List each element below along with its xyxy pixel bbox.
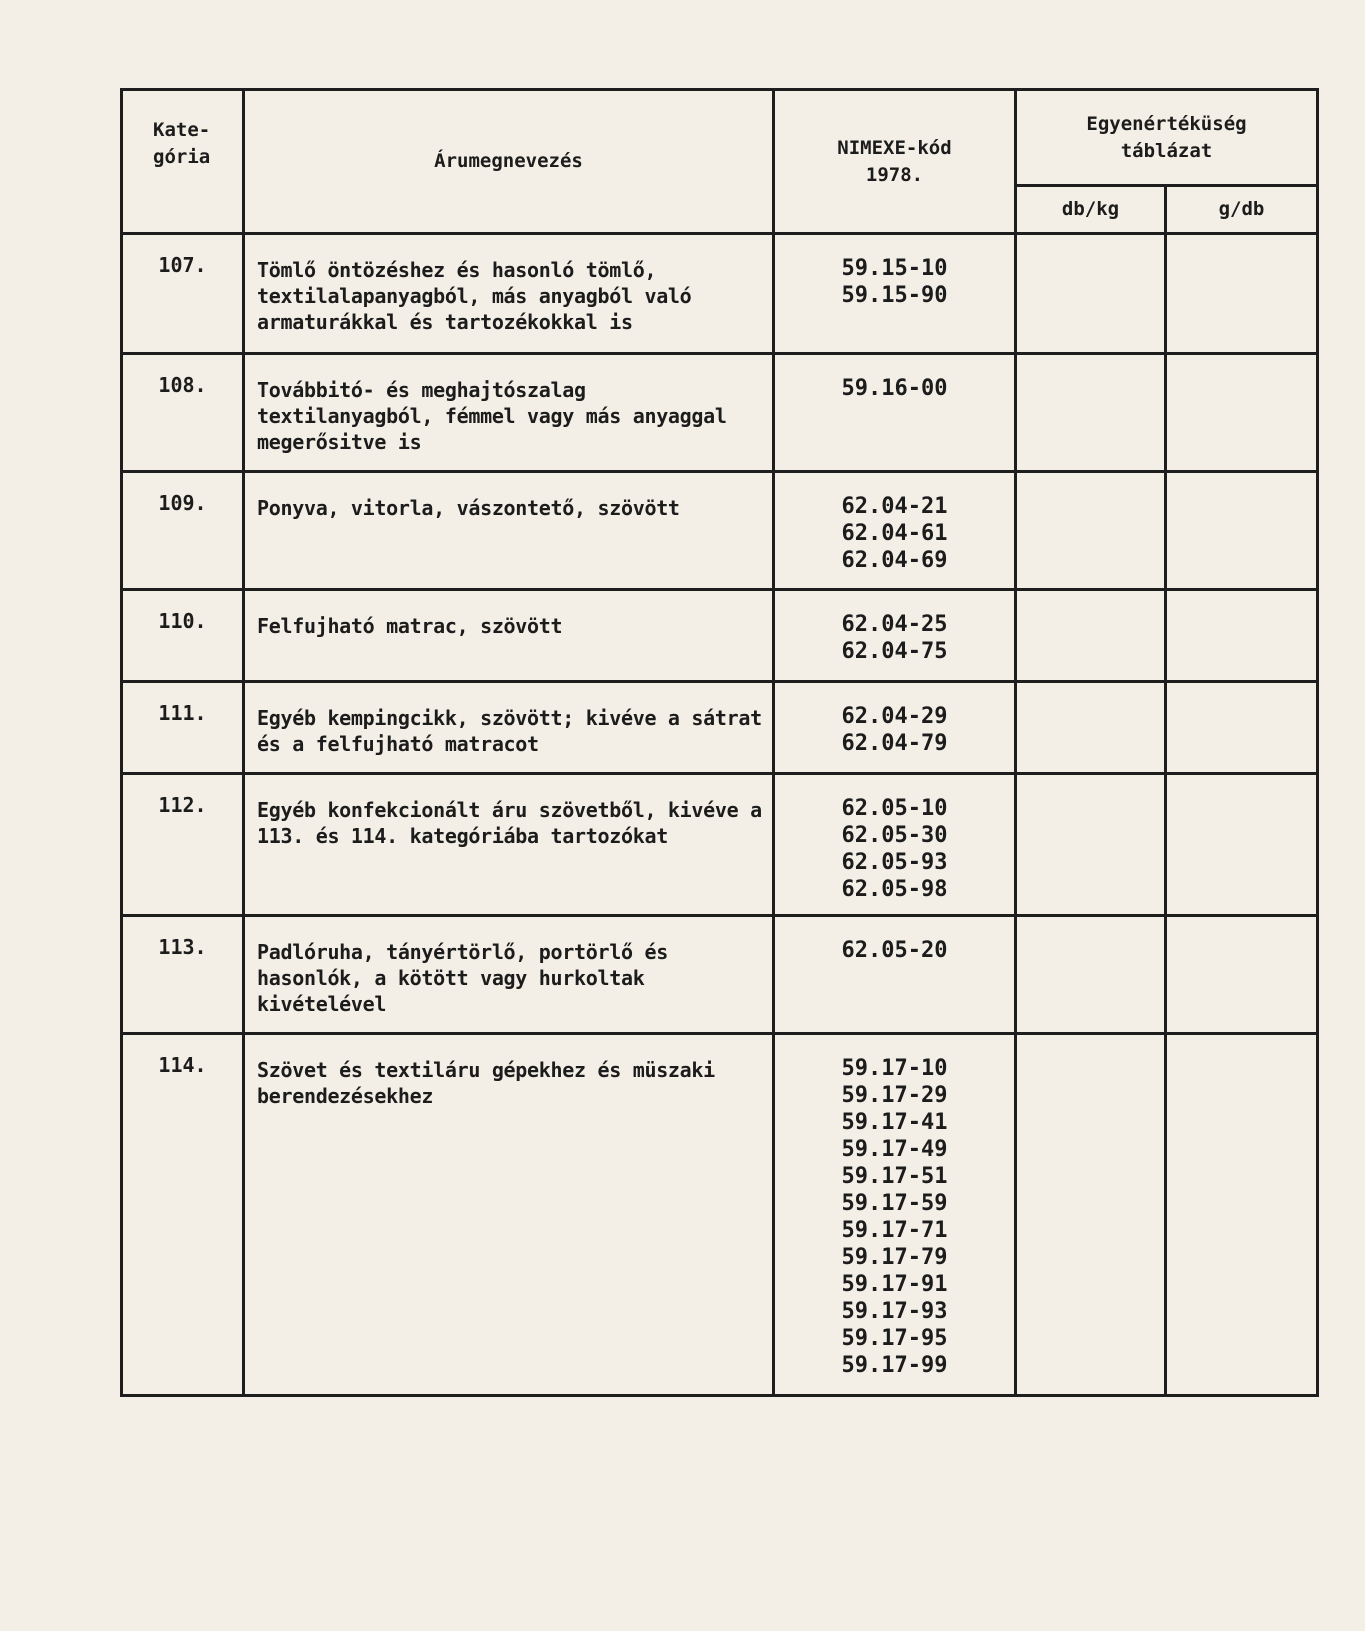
category-cell: 108.	[122, 354, 244, 472]
table-row	[122, 590, 1318, 682]
db-kg-cell	[1016, 916, 1166, 1034]
g-db-cell	[1166, 682, 1318, 774]
header-equivalence-label: Egyenértéküség táblázat	[1086, 112, 1247, 162]
nimexe-code: 59.17-51	[841, 1164, 948, 1189]
db-kg-cell	[1016, 1034, 1166, 1396]
g-db-cell	[1166, 234, 1318, 354]
header-unit2-label: g/db	[1218, 198, 1265, 220]
header-category	[122, 90, 244, 234]
nimexe-code: 62.04-61	[841, 521, 948, 546]
nimexe-code: 59.17-91	[841, 1272, 948, 1297]
nimexe-code: 59.17-95	[841, 1326, 948, 1351]
nimexe-codes-cell	[774, 354, 1016, 472]
nimexe-code: 62.04-75	[841, 639, 948, 664]
db-kg-cell	[1016, 774, 1166, 916]
category-cell: 107.	[122, 234, 244, 354]
nimexe-code: 59.15-10	[841, 256, 948, 281]
db-kg-cell	[1016, 234, 1166, 354]
nimexe-codes-cell	[774, 1034, 1016, 1396]
nimexe-code: 62.05-20	[841, 938, 948, 963]
header-nimexe-label: NIMEXE-kód 1978.	[837, 136, 952, 186]
g-db-cell	[1166, 774, 1318, 916]
table-row	[122, 234, 1318, 354]
category-cell: 114.	[122, 1034, 244, 1396]
category-cell: 113.	[122, 916, 244, 1034]
nimexe-code: 62.04-29	[841, 704, 948, 729]
nimexe-code: 59.17-93	[841, 1299, 948, 1324]
nimexe-code: 59.17-59	[841, 1191, 948, 1216]
category-cell: 109.	[122, 472, 244, 590]
header-unit-g-db	[1166, 186, 1318, 234]
db-kg-cell	[1016, 472, 1166, 590]
nimexe-codes-cell	[774, 682, 1016, 774]
description-cell: Szövet és textiláru gépekhez és müszaki berendezésekhez	[244, 1034, 774, 1396]
nimexe-code: 59.17-41	[841, 1110, 948, 1135]
description-cell: Továbbitó- és meghajtószalag textilanyagból, fémmel vagy más anyaggal megerősitve is	[244, 354, 774, 472]
nimexe-code: 62.05-98	[841, 877, 948, 902]
nimexe-codes-cell	[774, 916, 1016, 1034]
nimexe-code: 59.17-49	[841, 1137, 948, 1162]
nimexe-category-table	[120, 88, 1319, 1397]
table-row	[122, 354, 1318, 472]
nimexe-code: 62.04-25	[841, 612, 948, 637]
header-description-label: Árumegnevezés	[434, 150, 583, 172]
category-cell: 112.	[122, 774, 244, 916]
nimexe-code: 59.17-29	[841, 1083, 948, 1108]
header-unit-db-kg	[1016, 186, 1166, 234]
nimexe-code: 62.04-21	[841, 494, 948, 519]
header-description	[244, 90, 774, 234]
table-row	[122, 916, 1318, 1034]
nimexe-code: 59.17-79	[841, 1245, 948, 1270]
nimexe-codes-cell	[774, 590, 1016, 682]
nimexe-codes-cell	[774, 472, 1016, 590]
nimexe-codes-cell	[774, 774, 1016, 916]
category-cell: 111.	[122, 682, 244, 774]
nimexe-code: 62.04-79	[841, 731, 948, 756]
table-row	[122, 682, 1318, 774]
nimexe-code: 59.16-00	[841, 376, 948, 401]
header-nimexe	[774, 90, 1016, 234]
nimexe-code: 59.15-90	[841, 283, 948, 308]
nimexe-code: 62.05-93	[841, 850, 948, 875]
header-equivalence	[1016, 90, 1318, 186]
nimexe-code: 62.05-10	[841, 796, 948, 821]
nimexe-code: 59.17-10	[841, 1056, 948, 1081]
db-kg-cell	[1016, 682, 1166, 774]
nimexe-codes-cell	[774, 234, 1016, 354]
g-db-cell	[1166, 590, 1318, 682]
table-row	[122, 472, 1318, 590]
table-row	[122, 1034, 1318, 1396]
description-cell: Tömlő öntözéshez és hasonló tömlő, textilalapanyagból, más anyagból való armaturákkal és tartozékokkal is	[244, 234, 774, 354]
g-db-cell	[1166, 916, 1318, 1034]
header-unit1-label: db/kg	[1061, 198, 1120, 220]
table-row	[122, 774, 1318, 916]
category-cell: 110.	[122, 590, 244, 682]
description-cell: Egyéb konfekcionált áru szövetből, kivéve a 113. és 114. kategóriába tartozókat	[244, 774, 774, 916]
db-kg-cell	[1016, 354, 1166, 472]
nimexe-code: 62.04-69	[841, 548, 948, 573]
description-cell: Ponyva, vitorla, vászontető, szövött	[244, 472, 774, 590]
header-category-label: Kate- gória	[153, 119, 211, 168]
nimexe-code: 62.05-30	[841, 823, 948, 848]
description-cell: Egyéb kempingcikk, szövött; kivéve a sátrat és a felfujható matracot	[244, 682, 774, 774]
nimexe-code: 59.17-71	[841, 1218, 948, 1243]
nimexe-code: 59.17-99	[841, 1353, 948, 1378]
description-cell: Felfujható matrac, szövött	[244, 590, 774, 682]
db-kg-cell	[1016, 590, 1166, 682]
g-db-cell	[1166, 1034, 1318, 1396]
g-db-cell	[1166, 354, 1318, 472]
description-cell: Padlóruha, tányértörlő, portörlő és hasonlók, a kötött vagy hurkoltak kivételével	[244, 916, 774, 1034]
g-db-cell	[1166, 472, 1318, 590]
